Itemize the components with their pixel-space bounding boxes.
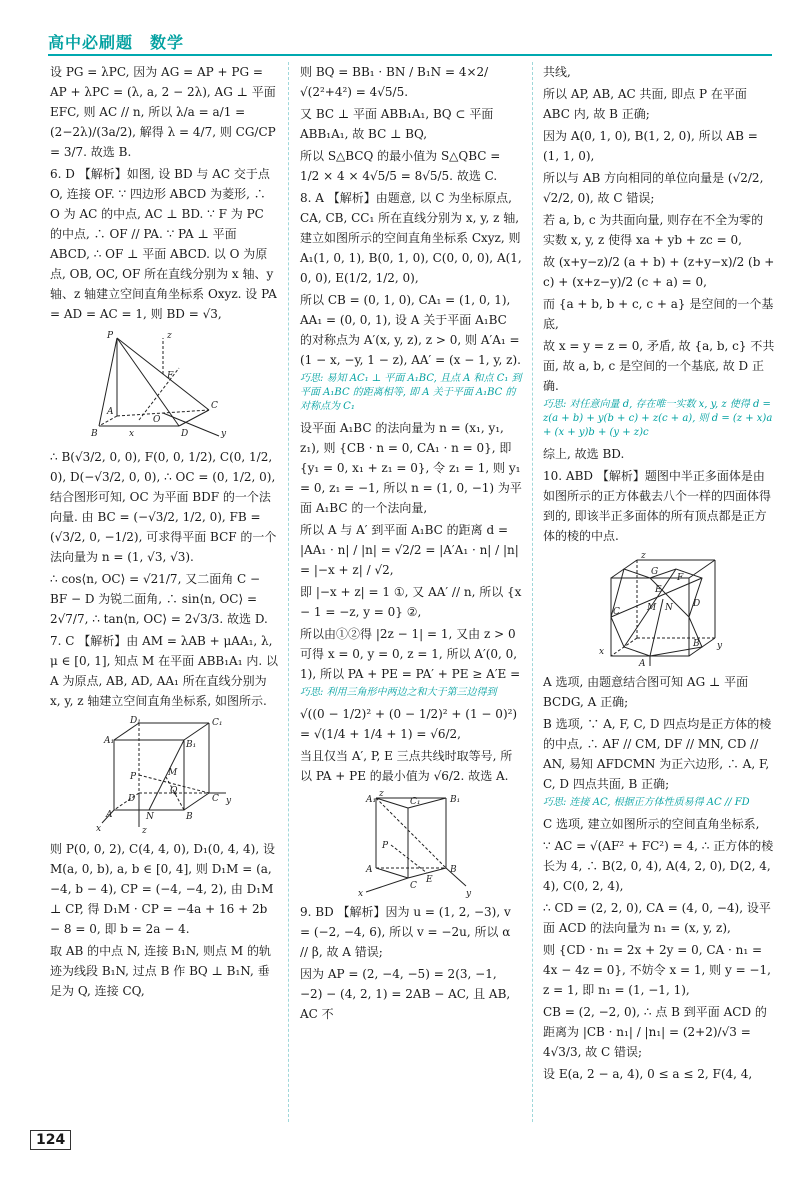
paragraph: 共线, bbox=[543, 65, 571, 79]
column-divider bbox=[288, 62, 289, 1122]
label: x bbox=[129, 429, 135, 439]
solution-9: 9. BD 【解析】因为 u = (1, 2, −3), v = (−2, −4, 6), 所以 v = −2u, 所以 α // β, 故 A 错误; bbox=[300, 905, 511, 959]
column-1 bbox=[50, 62, 278, 1003]
paragraph: CB = (2, −2, 0), ∴ 点 B 到平面 ACD 的距离为 |CB · n₁| / |n₁| = (2+2)/√3 = 4√3/3, 故 C 错误; bbox=[543, 1005, 767, 1059]
label: B bbox=[186, 812, 193, 822]
label: y bbox=[717, 641, 723, 651]
paragraph: 则 {CD · n₁ = 2x + 2y = 0, CA · n₁ = 4x − 4z = 0}, 不妨令 x = 1, 则 y = −1, z = 1, 即 n₁ = (1, −1, 1), bbox=[543, 943, 771, 997]
figure-8 bbox=[346, 790, 476, 898]
figure-6 bbox=[89, 328, 239, 443]
solution-8: 8. A 【解析】由题意, 以 C 为坐标原点, CA, CB, CC₁ 所在直线分别为 x, y, z 轴, 建立如图所示的空间直角坐标系 Cxyz, 则 A₁(1, 0, 1), B(0, 1, 0), C(0, 0, 0), A(1, 0, 0), E(1/2, 1/2, 0), bbox=[300, 191, 522, 285]
label: D₁ bbox=[130, 716, 141, 726]
label: y bbox=[466, 889, 472, 898]
label: B bbox=[91, 429, 98, 439]
label: x bbox=[599, 647, 605, 657]
column-divider bbox=[532, 62, 533, 1122]
paragraph: ∴ cos⟨n, OC⟩ = √21/7, 又二面角 C − BF − D 为锐二面角, ∴ sin⟨n, OC⟩ = 2√7/7, ∴ tan⟨n, OC⟩ = 2√3/3. 故选 D. bbox=[50, 572, 268, 626]
solution-10: 10. ABD 【解析】题图中半正多面体是由如图所示的正方体截去八个一样的四面体得到的, 即该半正多面体的所有顶点都是正方体的棱的中点. bbox=[543, 469, 772, 543]
paragraph: 所以 A 与 A′ 到平面 A₁BC 的距离 d = |AA₁ · n| / |n| = √2/2 = |A′A₁ · n| / |n| = |−x + z| / √2, bbox=[300, 523, 519, 577]
column-2 bbox=[300, 62, 522, 1026]
page-header: 高中必刷题 数学 bbox=[48, 33, 185, 52]
paragraph: C 选项, 建立如图所示的空间直角坐标系, bbox=[543, 817, 760, 831]
paragraph: 所以 CB = (0, 1, 0), CA₁ = (1, 0, 1), AA₁ = (0, 0, 1), 设 A 关于平面 A₁BC 的对称点为 A′(x, y, z), z > 0, 则 A′A₁ = (1 − x, −y, 1 − z), AA′ = (x − 1, y, z). bbox=[300, 293, 521, 367]
label: G bbox=[651, 567, 659, 577]
header-rule bbox=[48, 54, 772, 56]
label: y bbox=[226, 796, 232, 806]
paragraph: ∵ AC = √(AF² + FC²) = 4, ∴ 正方体的棱长为 4, ∴ B(2, 0, 4), A(4, 2, 0), D(2, 4, 4), C(0, 2, 4), bbox=[543, 839, 774, 893]
paragraph: ∴ B(√3/2, 0, 0), F(0, 0, 1/2), C(0, 1/2, 0), D(−√3/2, 0, 0), ∴ OC = (0, 1/2, 0), 结合图形可知, OC 为平面 BDF 的一个法向量. 由 BC = (−√3/2, 1/2, 0), FB = (√3/2, 0, −1/2), 可求得平面 BCF 的一个法向量为 n = (1, √3, √3). bbox=[50, 450, 277, 564]
label: B bbox=[693, 639, 700, 649]
label: D bbox=[181, 429, 189, 439]
tip-note: 巧思: 对任意向量 d, 存在唯一实数 x, y, z 使得 d = z(a + b) + y(b + c) + z(c + a), 则 d = (z + x)a + (x + y)b + (y + z)c bbox=[543, 399, 773, 438]
label: E bbox=[426, 875, 433, 885]
paragraph: 又 BC ⊥ 平面 ABB₁A₁, BQ ⊂ 平面 ABB₁A₁, 故 BC ⊥ BQ, bbox=[300, 107, 494, 141]
label: O bbox=[153, 415, 161, 425]
figure-10 bbox=[589, 550, 729, 668]
paragraph: 因为 AP = (2, −4, −5) = 2(3, −1, −2) − (4, 2, 1) = 2AB − AC, 且 AB, AC 不 bbox=[300, 967, 511, 1021]
label: C bbox=[211, 401, 218, 411]
label: x bbox=[358, 889, 364, 898]
label: A bbox=[366, 865, 373, 875]
paragraph: 所以与 AB 方向相同的单位向量是 (√2/2, √2/2, 0), 故 C 错误; bbox=[543, 171, 764, 205]
label: z bbox=[379, 790, 384, 799]
paragraph: 即 |−x + z| = 1 ①, 又 AA′ // n, 所以 {x − 1 = −z, y = 0} ②, bbox=[300, 585, 522, 619]
label: P bbox=[130, 772, 137, 782]
label: B bbox=[450, 865, 457, 875]
label: M bbox=[168, 768, 178, 778]
figure-7 bbox=[94, 715, 234, 835]
label: C bbox=[613, 607, 620, 617]
paragraph: 综上, 故选 BD. bbox=[543, 447, 625, 461]
tip-note: 巧思: 连接 AC, 根据正方体性质易得 AC // FD bbox=[543, 797, 750, 808]
paragraph: 则 P(0, 0, 2), C(4, 4, 0), D₁(0, 4, 4), 设 M(a, 0, b), a, b ∈ [0, 4], 则 D₁M = (a, −4, b − 4), CP = (−4, −4, 2), 由 D₁M ⊥ CP, 得 D₁M · CP = −4a + 16 + 2b − 8 = 0, 即 b = 2a − 4. bbox=[50, 842, 275, 936]
paragraph: 因为 A(0, 1, 0), B(1, 2, 0), 所以 AB = (1, 1, 0), bbox=[543, 129, 758, 163]
label: z bbox=[167, 331, 172, 341]
paragraph: 故 (x+y−z)/2 (a + b) + (z+y−x)/2 (b + c) + (x+z−y)/2 (c + a) = 0, bbox=[543, 255, 775, 289]
label: A bbox=[639, 659, 646, 668]
paragraph: ∴ CD = (2, 2, 0), CA = (4, 0, −4), 设平面 ACD 的法向量为 n₁ = (x, y, z), bbox=[543, 901, 771, 935]
paragraph: 取 AB 的中点 N, 连接 B₁N, 则点 M 的轨迹为线段 B₁N, 过点 B 作 BQ ⊥ B₁N, 垂足为 Q, 连接 CQ, bbox=[50, 944, 272, 998]
solution-7: 7. C 【解析】由 AM = λAB + μAA₁, λ, μ ∈ [0, 1], 知点 M 在平面 ABB₁A₁ 内. 以 A 为原点, AB, AD, AA₁ 所在直线分别为 x, y, z 轴建立空间直角坐标系, 如图所示. bbox=[50, 634, 278, 708]
label: A₁ bbox=[104, 736, 115, 746]
paragraph: 则 BQ = BB₁ · BN / B₁N = 4×2/√(2²+4²) = 4√5/5. bbox=[300, 65, 489, 99]
paragraph: 当且仅当 A′, P, E 三点共线时取等号, 所以 PA + PE 的最小值为 √6/2. 故选 A. bbox=[300, 749, 513, 783]
label: D bbox=[128, 794, 136, 804]
paragraph: 而 {a + b, b + c, c + a} 是空间的一个基底, bbox=[543, 297, 774, 331]
label: E bbox=[655, 585, 662, 595]
label: Q bbox=[170, 786, 178, 796]
label: A bbox=[107, 407, 114, 417]
paragraph: 所以由①②得 |2z − 1| = 1, 又由 z > 0 可得 x = 0, y = 0, z = 1, 所以 A′(0, 0, 1), 所以 PA + PE = PA′ + PE ≥ A′E = bbox=[300, 627, 521, 681]
label: x bbox=[96, 824, 102, 834]
label: D bbox=[693, 599, 701, 609]
label: A bbox=[106, 810, 113, 820]
label: C₁ bbox=[410, 797, 421, 807]
label: B₁ bbox=[186, 740, 197, 750]
label: N bbox=[665, 603, 673, 613]
label: y bbox=[221, 429, 227, 439]
label: B₁ bbox=[450, 795, 461, 805]
label: C bbox=[212, 794, 219, 804]
paragraph: 设 PG = λPC, 因为 AG = AP + PG = AP + λPC = (λ, a, 2 − 2λ), AG ⊥ 平面 EFC, 则 AC // n, 所以 λ/a = a/1 = (2−2λ)/(3a/2), 解得 λ = 4/7, 则 CG/CP = 3/7. 故选 B. bbox=[50, 65, 276, 159]
label: M bbox=[647, 603, 657, 613]
page-number: 124 bbox=[30, 1130, 71, 1150]
label: A₁ bbox=[366, 795, 377, 805]
label: F bbox=[677, 573, 684, 583]
label: N bbox=[146, 812, 154, 822]
label: F bbox=[167, 371, 174, 381]
paragraph: 设 E(a, 2 − a, 4), 0 ≤ a ≤ 2, F(4, 4, bbox=[543, 1067, 753, 1081]
label: C bbox=[410, 881, 417, 891]
paragraph: √((0 − 1/2)² + (0 − 1/2)² + (1 − 0)²) = √(1/4 + 1/4 + 1) = √6/2, bbox=[300, 707, 518, 741]
paragraph: 若 a, b, c 为共面向量, 则存在不全为零的实数 x, y, z 使得 xa + yb + zc = 0, bbox=[543, 213, 764, 247]
label: P bbox=[382, 841, 389, 851]
paragraph: 所以 S△BCQ 的最小值为 S△QBC = 1/2 × 4 × 4√5/5 = 8√5/5. 故选 C. bbox=[300, 149, 501, 183]
column-3 bbox=[543, 62, 775, 1086]
label: C₁ bbox=[212, 718, 223, 728]
label: P bbox=[107, 331, 114, 341]
label: z bbox=[641, 551, 646, 561]
tip-note: 巧思: 易知 AC₁ ⊥ 平面 A₁BC, 且点 A 和点 C₁ 到平面 A₁BC 的距离相等, 即 A 关于平面 A₁BC 的对称点为 C₁ bbox=[300, 373, 522, 412]
paragraph: B 选项, ∵ A, F, C, D 四点均是正方体的棱的中点, ∴ AF // CM, DF // MN, CD // AN, 易知 AFDCMN 为正六边形, ∴ A, F, C, D 四点共面, B 正确; bbox=[543, 717, 772, 791]
paragraph: 设平面 A₁BC 的法向量为 n = (x₁, y₁, z₁), 则 {CB · n = 0, CA₁ · n = 0}, 即 {y₁ = 0, x₁ + z₁ = 0}, 令 z₁ = 1, 则 y₁ = 0, z₁ = −1, 所以 n = (1, 0, −1) 为平面 A₁BC 的一个法向量, bbox=[300, 421, 522, 515]
paragraph: A 选项, 由题意结合图可知 AG ⊥ 平面 BCDG, A 正确; bbox=[543, 675, 749, 709]
solution-6: 6. D 【解析】如图, 设 BD 与 AC 交于点 O, 连接 OF. ∵ 四边形 ABCD 为菱形, ∴ O 为 AC 的中点, AC ⊥ BD. ∵ F 为 PC 的中点, ∴ OF // PA. ∵ PA ⊥ 平面 ABCD, ∴ OF ⊥ 平面 ABCD. 以 O 为原点, OB, OC, OF 所在直线分别为 x 轴、y 轴、z 轴建立空间直角坐标系 Oxyz. 设 PA = AD = AC = 1, 则 BD = √3, bbox=[50, 167, 277, 321]
paragraph: 故 x = y = z = 0, 矛盾, 故 {a, b, c} 不共面, 故 a, b, c 是空间的一个基底, 故 D 正确. bbox=[543, 339, 775, 393]
tip-note: 巧思: 利用三角形中两边之和大于第三边得到 bbox=[300, 687, 497, 698]
paragraph: 所以 AP, AB, AC 共面, 即点 P 在平面 ABC 内, 故 B 正确; bbox=[543, 87, 747, 121]
label: z bbox=[142, 826, 147, 835]
